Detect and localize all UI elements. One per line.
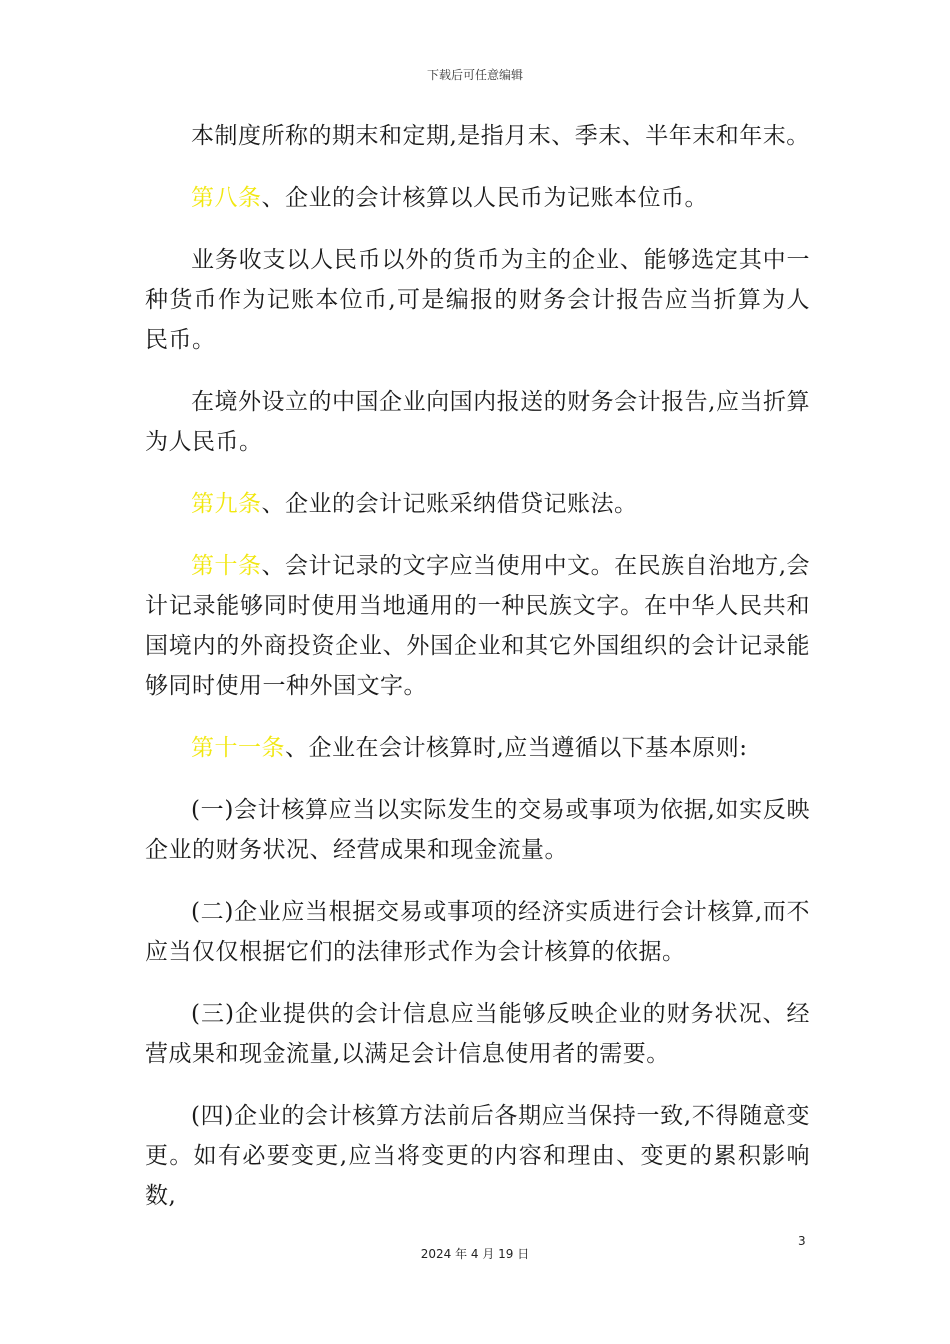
page-footer-date: 2024 年 4 月 19 日 bbox=[420, 1247, 530, 1261]
paragraph bbox=[145, 546, 810, 706]
paragraph-text: 、企业的会计核算以人民币为记账本位币。 bbox=[261, 185, 708, 211]
paragraph bbox=[145, 728, 810, 768]
paragraph bbox=[145, 484, 810, 524]
paragraph bbox=[145, 116, 810, 156]
document-body bbox=[145, 116, 810, 1238]
paragraph bbox=[145, 892, 810, 972]
paragraph-text: 、会计记录的文字应当使用中文。在民族自治地方,会计记录能够同时使用当地通用的一种民族文字。在中华人民共和国境内的外商投资企业、外国企业和其它外国组织的会计记录能够同时使用一种外国文字。 bbox=[145, 553, 811, 699]
paragraph bbox=[145, 178, 810, 218]
paragraph-text: (二)企业应当根据交易或事项的经济实质进行会计核算,而不应当仅仅根据它们的法律形式作为会计核算的依据。 bbox=[145, 899, 810, 965]
paragraph-text: (一)会计核算应当以实际发生的交易或事项为依据,如实反映企业的财务状况、经营成果和现金流量。 bbox=[145, 797, 810, 863]
article-label: 第十条 bbox=[191, 553, 262, 579]
article-label: 第八条 bbox=[191, 185, 262, 211]
paragraph-text: 本制度所称的期末和定期,是指月末、季末、半年末和年末。 bbox=[191, 123, 810, 149]
page-number: 3 bbox=[798, 1234, 806, 1248]
paragraph-text: 在境外设立的中国企业向国内报送的财务会计报告,应当折算为人民币。 bbox=[145, 389, 810, 455]
paragraph bbox=[145, 382, 810, 462]
paragraph-text: 业务收支以人民币以外的货币为主的企业、能够选定其中一种货币作为记账本位币,可是编报的财务会计报告应当折算为人民币。 bbox=[145, 247, 810, 353]
paragraph-text: (三)企业提供的会计信息应当能够反映企业的财务状况、经营成果和现金流量,以满足会计信息使用者的需要。 bbox=[145, 1001, 810, 1067]
paragraph-text: (四)企业的会计核算方法前后各期应当保持一致,不得随意变更。如有必要变更,应当将变更的内容和理由、变更的累积影响数, bbox=[145, 1103, 810, 1209]
paragraph bbox=[145, 790, 810, 870]
paragraph bbox=[145, 1096, 810, 1216]
article-label: 第九条 bbox=[191, 491, 262, 517]
article-label: 第十一条 bbox=[191, 735, 285, 761]
page-header: 下载后可任意编辑 bbox=[426, 68, 523, 82]
paragraph-text: 、企业在会计核算时,应当遵循以下基本原则: bbox=[285, 735, 748, 761]
paragraph bbox=[145, 240, 810, 360]
paragraph bbox=[145, 994, 810, 1074]
paragraph-text: 、企业的会计记账采纳借贷记账法。 bbox=[261, 491, 638, 517]
